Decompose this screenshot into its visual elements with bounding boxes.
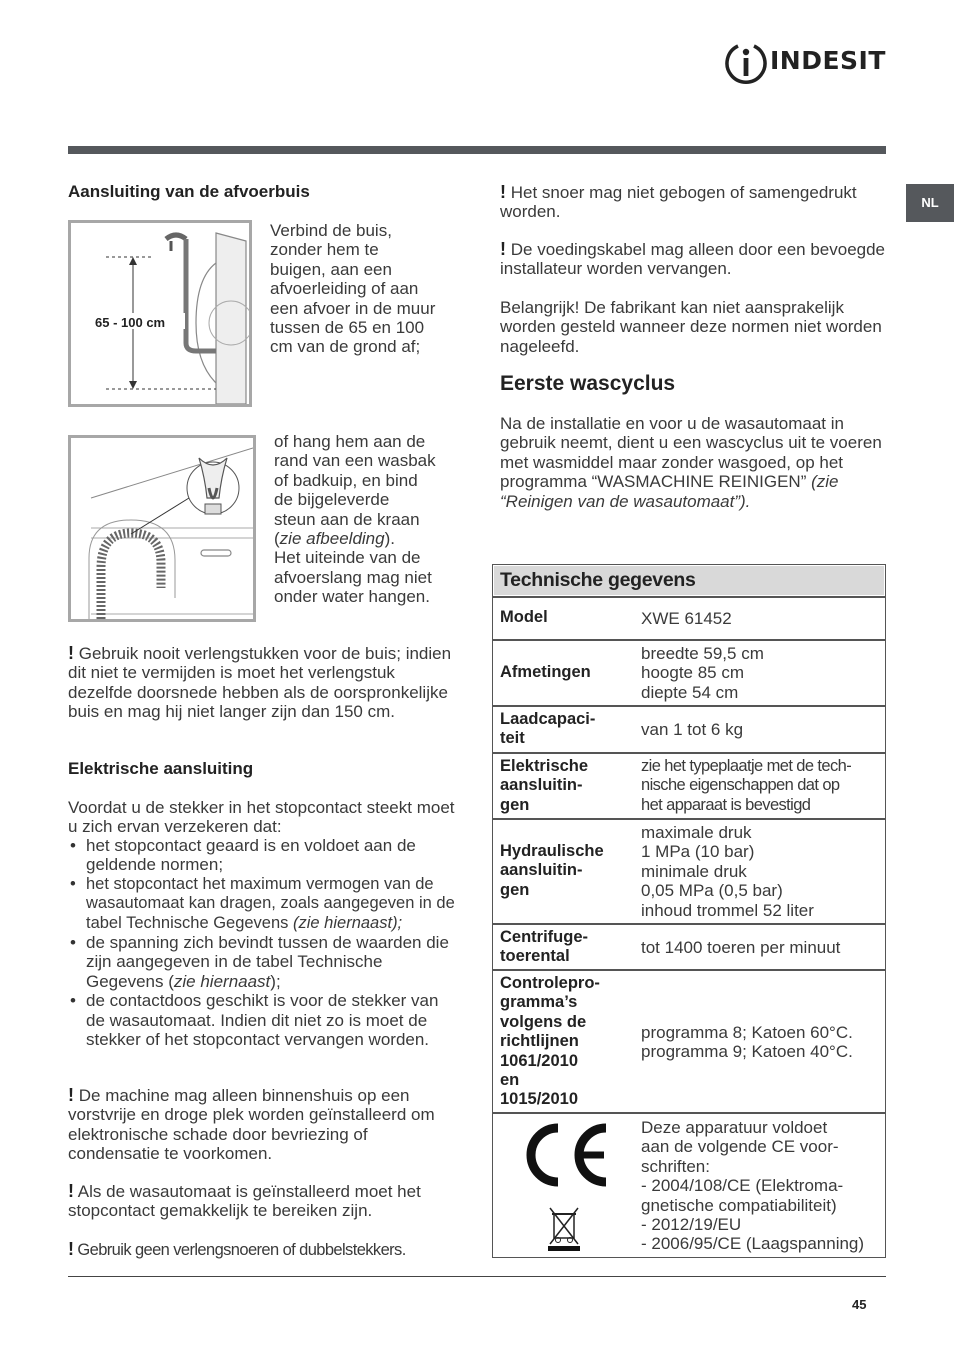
indesit-logo <box>724 40 888 84</box>
warning-cable <box>500 183 886 222</box>
warning-text: Gebruik geen verlengsnoeren of dubbelstekkers. <box>77 1241 406 1259</box>
warning-text: Gebruik nooit verlengstukken voor de buis; indien dit niet te vermijden is moet het verlengstuk dezelfde doorsnede hebben als de oorspronkelijke buis en mag hij niet langer zijn dan 150 cm. <box>68 644 452 722</box>
row-divider <box>492 639 886 641</box>
text-line: aansluitin- <box>500 861 583 880</box>
warning-text: Als de wasautomaat is geïnstalleerd moet het stopcontact gemakkelijk te bereiken zijn. <box>68 1182 421 1221</box>
weee-bin-icon <box>546 1206 582 1252</box>
text-line: Controlepro- <box>500 974 600 992</box>
spec-value-control-programs <box>641 1023 853 1062</box>
drain-text-wall <box>270 221 435 357</box>
electrical-checklist <box>68 836 460 1049</box>
warning-text: De machine mag alleen binnenshuis op een vorstvrije en droge plek worden geïnstalleerd om elektronische schade door bevriezing of condensatie te voorkomen. <box>68 1086 435 1164</box>
list-item-text: het stopcontact geaard is en voldoet aan de geldende normen; <box>86 836 416 875</box>
text-line: gnetische compatiabiliteit) <box>641 1195 837 1215</box>
text-line: nische eigenschappen dat op <box>641 776 840 795</box>
text-line: inhoud trommel 52 liter <box>641 900 814 920</box>
list-item-text: de spanning zich bevindt tussen de waarden die zijn aangegeven in de tabel Technische Gegevens ( <box>86 933 449 991</box>
text-line: een afvoer in de muur <box>270 298 436 318</box>
table-reference: zie hiernaast <box>173 971 271 991</box>
text-line: Elektrische <box>500 757 589 775</box>
text-line: volgens de <box>500 1012 587 1031</box>
text-line: teit <box>500 729 525 747</box>
row-divider <box>492 818 886 820</box>
text-line: programma 8; Katoen 60°C. <box>641 1023 853 1042</box>
warning-mark: ! <box>500 182 506 202</box>
drain-wall-illustration <box>71 223 249 404</box>
text-line: rand van een wasbak <box>274 451 436 471</box>
text-line: - 2004/108/CE (Elektroma- <box>641 1176 844 1196</box>
text-line: of hang hem aan de <box>274 432 426 451</box>
spec-label-control-programs <box>500 974 600 1110</box>
list-item <box>68 991 460 1049</box>
spec-label-model: Model <box>500 608 548 626</box>
heading-first-cycle: Eerste wascyclus <box>500 372 676 395</box>
brand-symbol-icon <box>724 40 768 84</box>
text-line: afvoerslang mag niet <box>274 567 432 587</box>
spec-value-hydraulic <box>641 823 814 920</box>
electrical-intro: Voordat u de stekker in het stopcontact steekt moet u zich ervan verzekeren dat: <box>68 798 455 837</box>
spec-label-load <box>500 710 595 748</box>
text-line: gen <box>500 880 530 899</box>
text-line: Het uiteinde van de <box>274 548 421 568</box>
warning-text: Het snoer mag niet gebogen of samengedrukt worden. <box>500 183 857 222</box>
drain-tub-illustration <box>71 438 253 619</box>
warning-mark: ! <box>68 643 74 663</box>
row-divider <box>492 596 886 598</box>
text-line: toerental <box>500 947 570 966</box>
figure-drain-wall <box>68 220 252 407</box>
text-line: hoogte 85 cm <box>641 663 745 683</box>
text-line: Hydraulische <box>500 842 604 860</box>
text-line: diepte 54 cm <box>641 682 739 702</box>
text-line: het apparaat is bevestigd <box>641 795 811 814</box>
text-line: en <box>500 1071 520 1090</box>
text-line: tussen de 65 en 100 <box>270 318 425 338</box>
text-line: cm van de grond af; <box>270 337 421 357</box>
list-item <box>68 836 460 875</box>
list-item-text: het stopcontact het maximum vermogen van de wasautomaat kan dragen, zoals aangegeven in de tabel Technische Gegevens <box>86 874 455 932</box>
text-line: Deze apparatuur voldoet <box>641 1118 828 1137</box>
warning-mark: ! <box>68 1181 74 1201</box>
first-cycle-text <box>500 414 890 511</box>
text-line: steun aan de kraan <box>274 509 420 529</box>
spec-value-ce-compliance <box>641 1118 864 1254</box>
text-line: gramma’s <box>500 993 578 1012</box>
spec-label-electrical <box>500 757 588 815</box>
text-line: buigen, aan een <box>270 259 392 279</box>
text-line: onder water hangen. <box>274 587 430 607</box>
drain-text-tub <box>274 432 436 607</box>
figure-drain-tub <box>68 435 256 622</box>
text-line: zie het typeplaatje met de tech- <box>641 757 852 775</box>
text-line: minimale druk <box>641 861 747 881</box>
important-notice: Belangrijk! De fabrikant kan niet aansprakelijk worden gesteld wanneer deze normen niet worden nageleefd. <box>500 298 882 356</box>
row-divider <box>492 969 886 971</box>
paragraph-text: Na de installatie en voor u de wasautomaat in gebruik neemt, dient u een wascyclus uit te voeren met wasmiddel maar zonder wasgoed, op het programma “WASMACHINE REINIGEN” <box>500 414 882 492</box>
text-line: Laadcapaci- <box>500 710 596 728</box>
spec-table-title: Technische gegevens <box>500 569 696 591</box>
row-divider <box>492 1112 886 1114</box>
table-reference: (zie hiernaast); <box>293 913 403 932</box>
heading-drain: Aansluiting van de afvoerbuis <box>68 182 310 201</box>
footer-divider <box>68 1276 886 1277</box>
page-number: 45 <box>852 1297 867 1312</box>
text-line: 0,05 MPa (0,5 bar) <box>641 881 783 901</box>
text-line: Centrifuge- <box>500 928 588 946</box>
spec-label-hydraulic <box>500 842 604 900</box>
text-line: schriften: <box>641 1156 710 1176</box>
text-line: programma 9; Katoen 40°C. <box>641 1042 853 1062</box>
list-item <box>68 875 460 933</box>
list-item-text: ); <box>270 971 281 991</box>
list-item-text: de contactdoos geschikt is voor de stekker van de wasautomaat. Indien dit niet zo is moet de stekker of het stopcontact vervangen worden. <box>86 991 439 1050</box>
section-reference: (zie “Reinigen van de wasautomaat”). <box>500 472 839 511</box>
spec-value-model: XWE 61452 <box>641 609 732 628</box>
text-line: 1061/2010 <box>500 1051 578 1070</box>
warning-power-cable <box>500 240 886 279</box>
text-line: 1015/2010 <box>500 1090 578 1109</box>
text-line: breedte 59,5 cm <box>641 644 764 663</box>
row-divider <box>492 923 886 925</box>
brand-name: INDESIT <box>770 46 886 75</box>
text-line: aansluitin- <box>500 776 583 795</box>
spec-value-spin: tot 1400 toeren per minuut <box>641 938 841 957</box>
spec-label-dimensions: Afmetingen <box>500 663 591 681</box>
text-line: - 2012/19/EU <box>641 1215 742 1235</box>
heading-electrical: Elektrische aansluiting <box>68 759 254 778</box>
warning-extension <box>68 644 460 722</box>
spec-label-spin <box>500 928 588 967</box>
text-line: - 2006/95/CE (Laagspanning) <box>641 1234 865 1254</box>
text-line: 1 MPa (10 bar) <box>641 842 755 862</box>
text-line: (zie afbeelding). <box>274 529 395 549</box>
text-line: zonder hem te <box>270 240 379 260</box>
text-line: gen <box>500 795 530 814</box>
warning-extension-cords <box>68 1240 468 1260</box>
spec-value-electrical <box>641 757 851 815</box>
figure-reference: zie afbeelding <box>279 529 385 549</box>
warning-indoor <box>68 1086 460 1164</box>
row-divider <box>492 752 886 754</box>
warning-mark: ! <box>68 1239 74 1259</box>
spec-value-dimensions <box>641 644 764 702</box>
language-tab: NL <box>906 184 954 222</box>
warning-text: De voedingskabel mag alleen door een bevoegde installateur worden vervangen. <box>500 240 886 279</box>
header-bar <box>68 146 886 154</box>
warning-access <box>68 1182 460 1221</box>
row-divider <box>492 705 886 707</box>
ce-mark-icon <box>516 1122 612 1188</box>
text-line: afvoerleiding of aan <box>270 279 419 299</box>
text-line: richtlijnen <box>500 1032 579 1051</box>
text-line: de bijgeleverde <box>274 490 390 510</box>
text-line: Verbind de buis, <box>270 221 392 240</box>
warning-mark: ! <box>68 1085 74 1105</box>
spec-table <box>492 596 886 1258</box>
warning-mark: ! <box>500 239 506 259</box>
text-line: maximale druk <box>641 823 752 842</box>
height-range-label: 65 - 100 cm <box>95 315 166 330</box>
list-item <box>68 933 460 991</box>
text-line: of badkuip, en bind <box>274 470 418 490</box>
spec-value-load: van 1 tot 6 kg <box>641 720 744 739</box>
text-line: aan de volgende CE voor- <box>641 1137 839 1157</box>
